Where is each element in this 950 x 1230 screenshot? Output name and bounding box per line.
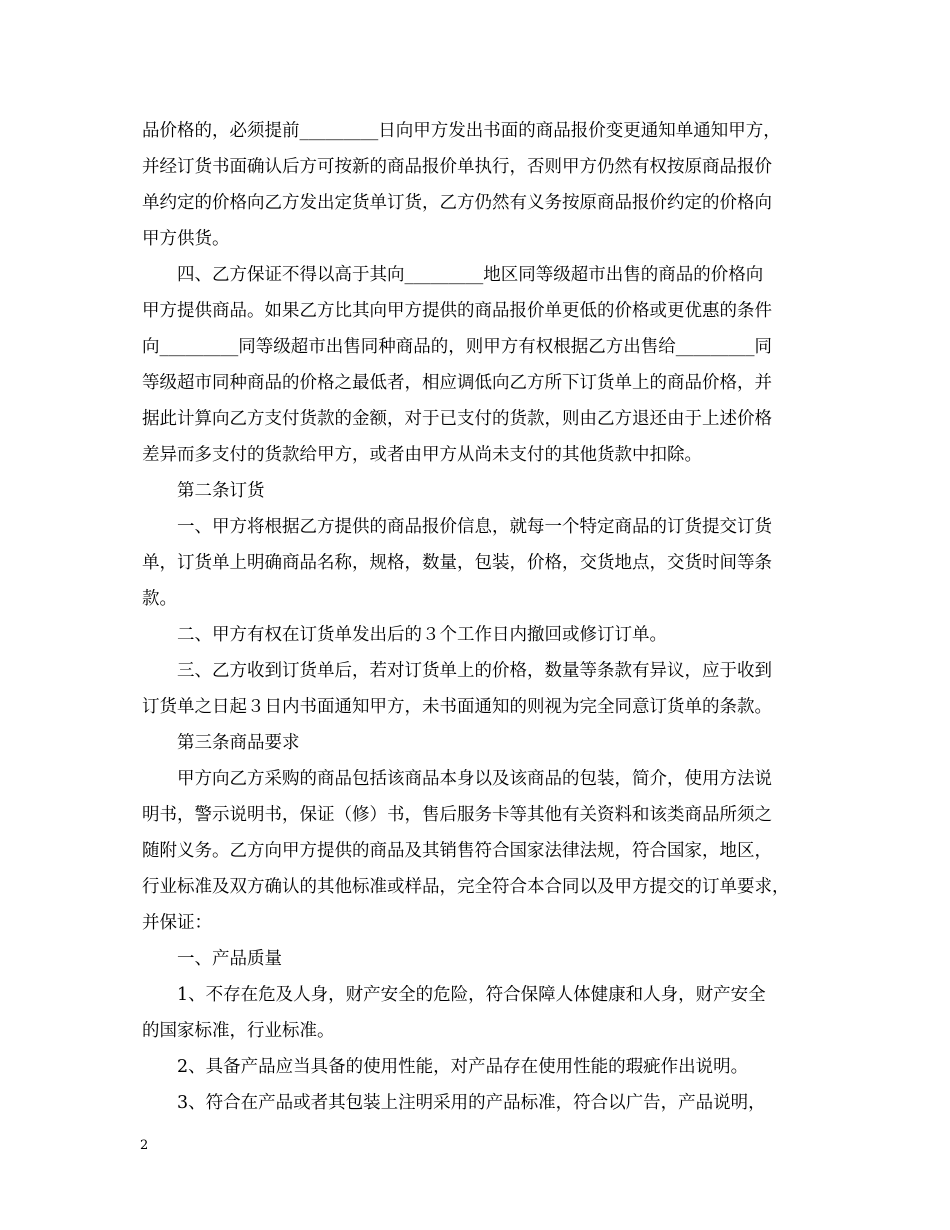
- text-line: 甲方提供商品。如果乙方比其向甲方提供的商品报价单更低的价格或更优惠的条件: [142, 301, 772, 321]
- text-line: 1、不存在危及人身，财产安全的危险，符合保障人体健康和人身，财产安全: [177, 985, 766, 1005]
- text-line: 品价格的，必须提前_________日向甲方发出书面的商品报价变更通知单通知甲方，: [142, 121, 781, 141]
- text-line: 甲方供货。: [142, 229, 230, 249]
- section-heading: 第三条商品要求: [177, 733, 300, 753]
- text-line: 单，订货单上明确商品名称，规格，数量，包装，价格，交货地点，交货时间等条: [142, 553, 772, 573]
- text-line: 三、乙方收到订货单后，若对订货单上的价格，数量等条款有异议，应于收到: [177, 661, 772, 681]
- text-line: 随附义务。乙方向甲方提供的商品及其销售符合国家法律法规，符合国家，地区，: [142, 841, 772, 861]
- text-line: 的国家标准，行业标准。: [142, 1021, 335, 1041]
- text-line: 订货单之日起３日内书面通知甲方，未书面通知的则视为完全同意订货单的条款。: [142, 697, 772, 717]
- text-line: 款。: [142, 589, 177, 609]
- text-line: 3、符合在产品或者其包装上注明采用的产品标准，符合以广告，产品说明，: [177, 1093, 766, 1113]
- text-line: 二、甲方有权在订货单发出后的３个工作日内撤回或修订订单。: [177, 625, 667, 645]
- page-number: 2: [140, 1138, 149, 1153]
- text-line: 行业标准及双方确认的其他标准或样品，完全符合本合同以及甲方提交的订单要求，: [142, 877, 790, 897]
- text-line: 一、甲方将根据乙方提供的商品报价信息，就每一个特定商品的订货提交订货: [177, 517, 772, 537]
- subsection-heading: 一、产品质量: [177, 949, 282, 969]
- text-line: 向_________同等级超市出售同种商品的，则甲方有权根据乙方出售给_________同: [142, 337, 772, 357]
- text-line: 等级超市同种商品的价格之最低者，相应调低向乙方所下订货单上的商品价格，并: [142, 373, 772, 393]
- text-line: 甲方向乙方采购的商品包括该商品本身以及该商品的包装，简介，使用方法说: [177, 769, 772, 789]
- text-line: 四、乙方保证不得以高于其向_________地区同等级超市出售的商品的价格向: [177, 265, 764, 285]
- section-heading: 第二条订货: [177, 481, 265, 501]
- text-line: 并保证：: [142, 913, 212, 933]
- text-line: 明书，警示说明书，保证（修）书，售后服务卡等其他有关资料和该类商品所须之: [142, 805, 772, 825]
- text-line: 并经订货书面确认后方可按新的商品报价单执行，否则甲方仍然有权按原商品报价: [142, 157, 772, 177]
- text-line: 差异而多支付的货款给甲方，或者由甲方从尚未支付的其他货款中扣除。: [142, 445, 702, 465]
- text-line: 单约定的价格向乙方发出定货单订货，乙方仍然有义务按原商品报价约定的价格向: [142, 193, 772, 213]
- text-line: 2、具备产品应当具备的使用性能，对产品存在使用性能的瑕疵作出说明。: [177, 1057, 749, 1077]
- text-line: 据此计算向乙方支付货款的金额，对于已支付的货款，则由乙方退还由于上述价格: [142, 409, 772, 429]
